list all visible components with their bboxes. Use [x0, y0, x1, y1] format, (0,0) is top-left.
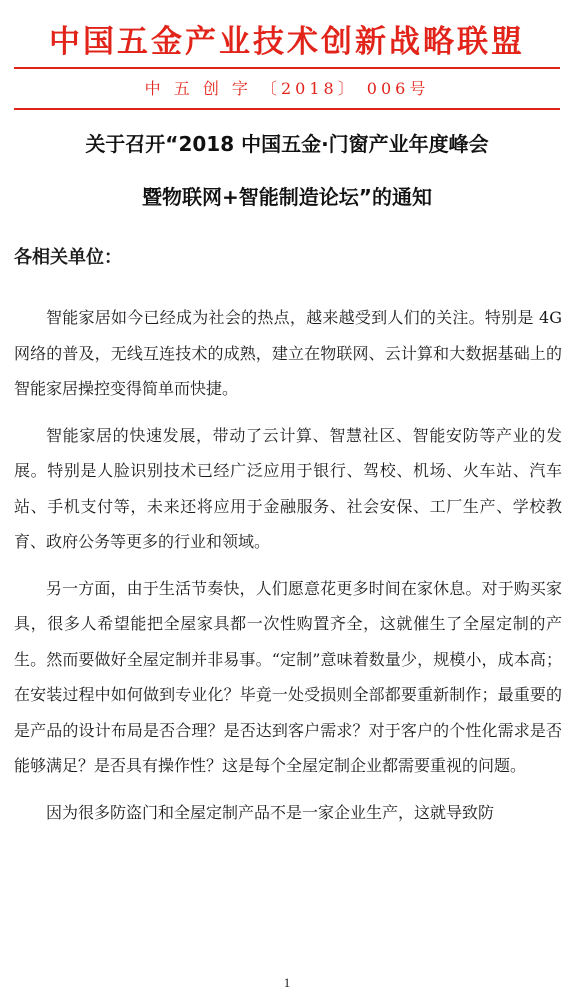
body-paragraph-4: 因为很多防盗门和全屋定制产品不是一家企业生产，这就导致防	[46, 802, 495, 822]
letterhead-rule-top	[14, 67, 560, 69]
salutation: 各相关单位：	[14, 247, 122, 268]
body-paragraph-1: 智能家居如今已经成为社会的热点，越来越受到人们的关注。特别是 4G 网络的普及，无线互连技术的成熟，建立在物联网、云计算和大数据基础上的智能家居操控变得简单而快捷。	[14, 308, 562, 398]
body-paragraph-2: 智能家居的快速发展，带动了云计算、智慧社区、智能安防等产业的发展。特别是人脸识别技术已经广泛应用于银行、驾校、机场、火车站、汽车站、手机支付等，未来还将应用于金融服务、社会安保、工厂生产、学校教育、政府公务等更多的行业和领域。	[14, 425, 562, 551]
letterhead-organization: 中国五金产业技术创新战略联盟	[49, 24, 525, 60]
letterhead-rule-bottom	[14, 108, 560, 110]
notice-body	[14, 300, 562, 841]
page-number: 1	[283, 975, 291, 990]
body-paragraph-3: 另一方面，由于生活节奏快，人们愿意花更多时间在家休息。对于购买家具，很多人希望能把全屋家具都一次性购置齐全，这就催生了全屋定制的产生。然而要做好全屋定制并非易事。“定制”意味着数量少，规模小，成本高；在安装过程中如何做到专业化？毕竟一处受损则全部都要重新制作；最重要的是产品的设计布局是否合理？是否达到客户需求？对于客户的个性化需求是否能够满足？是否具有操作性？这是每个全屋定制企业都需要重视的问题。	[14, 578, 562, 775]
notice-title-line-2: 暨物联网+智能制造论坛”的通知	[142, 185, 432, 209]
notice-title-line-1: 关于召开“2018 中国五金·门窗产业年度峰会	[85, 132, 489, 156]
document-number: 中 五 创 字 〔2018〕 006号	[144, 79, 430, 98]
